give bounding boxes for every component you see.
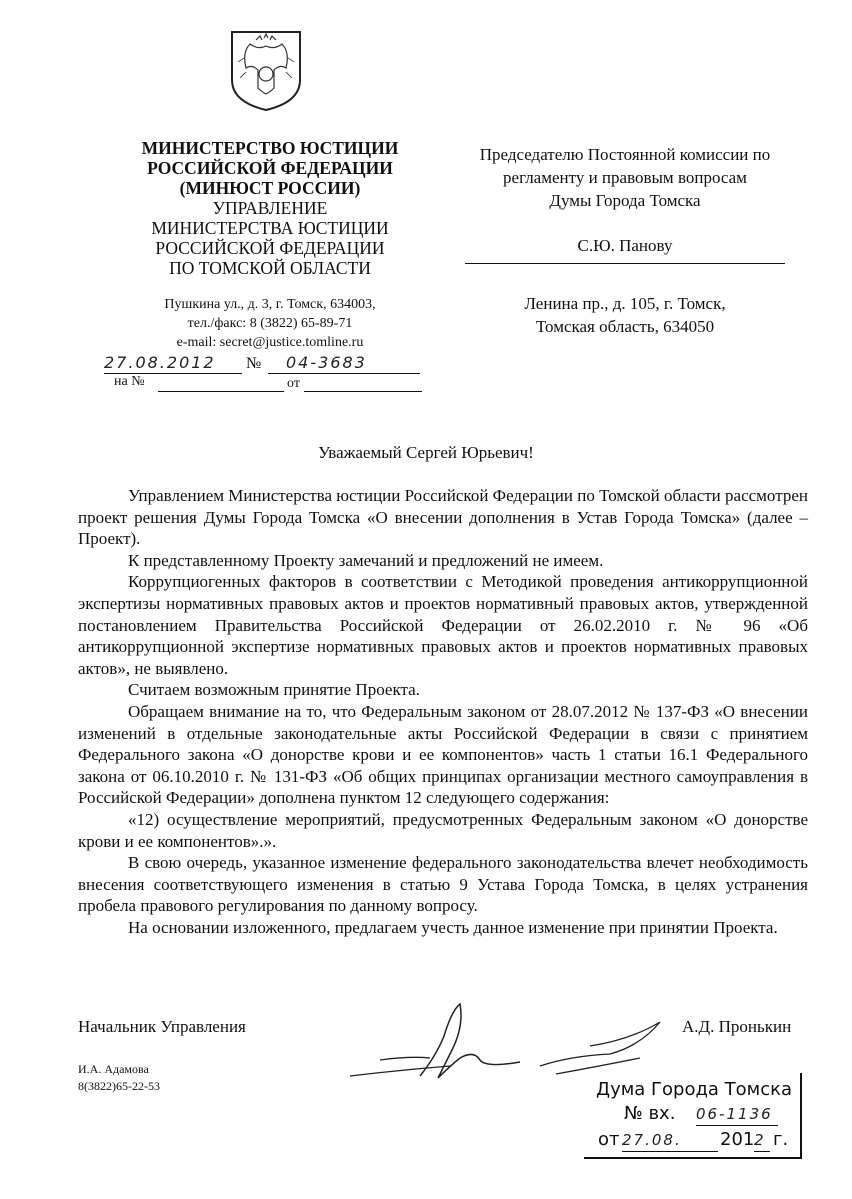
reference-date-label: от — [287, 376, 300, 391]
recipient-divider — [465, 257, 785, 264]
executor-name: И.А. Адамова — [78, 1062, 149, 1076]
outgoing-date-field — [104, 353, 242, 374]
stamp-incoming-number: 06-1136 — [696, 1103, 778, 1126]
sender-ministry-line: РОССИЙСКОЙ ФЕДЕРАЦИИ — [147, 158, 393, 178]
executor-block — [78, 1061, 160, 1095]
recipient-address: Ленина пр., д. 105, г. Томск, — [524, 294, 726, 313]
recipient-position: Председателю Постоянной комиссии по — [479, 145, 771, 164]
recipient-block — [455, 143, 795, 338]
outgoing-number-value: 04-3683 — [286, 353, 367, 372]
recipient-position: Думы Города Томска — [549, 191, 701, 210]
outgoing-date-value: 27.08.2012 — [104, 353, 216, 372]
stamp-year-end: г. — [773, 1129, 789, 1150]
sender-department-line: РОССИЙСКОЙ ФЕДЕРАЦИИ — [155, 238, 385, 258]
stamp-year-suffix: 2 — [754, 1129, 770, 1152]
body-paragraph: Коррупциогенных факторов в соответствии с Методикой проведения антикоррупционной экспертизы нормативных правовых актов и проектов нормативный правовых актов, утвержденной постановлением Правительства Российской Федерации от 26.02.2010 г. № 96 «Об антикоррупционной экспертизе нормативных правовых актов и проектов нормативных правовых актов», не выявлено. — [78, 572, 808, 678]
reference-number-label: на № — [114, 374, 145, 389]
recipient-name: С.Ю. Панову — [577, 236, 673, 255]
executor-phone: 8(3822)65-22-53 — [78, 1079, 160, 1093]
sender-ministry-line: МИНИСТЕРСТВО ЮСТИЦИИ — [141, 138, 399, 158]
coat-of-arms-emblem — [228, 28, 304, 112]
stamp-date-day-month: 27.08. — [622, 1129, 718, 1152]
sender-department-line: ПО ТОМСКОЙ ОБЛАСТИ — [169, 258, 371, 278]
sender-ministry-line: (МИНЮСТ РОССИИ) — [179, 178, 361, 198]
body-paragraph: В свою очередь, указанное изменение федерального законодательства влечет необходимость внесения соответствующего изменения в статью 9 Устава Города Томска, в целях устранения пробела правового регулирования по данному вопросу. — [78, 853, 808, 916]
stamp-date-label: от — [598, 1129, 620, 1150]
stamp-year-prefix: 201 — [720, 1129, 755, 1150]
sender-block — [120, 138, 420, 352]
reference-date-field — [304, 374, 422, 392]
reference-number-field — [158, 374, 284, 392]
recipient-position: регламенту и правовым вопросам — [503, 168, 747, 187]
body-paragraph: «12) осуществление мероприятий, предусмотренных Федеральным законом «О донорстве крови и ее компонентов».». — [78, 809, 808, 851]
outgoing-number-label: № — [246, 355, 262, 372]
greeting: Уважаемый Сергей Юрьевич! — [318, 443, 534, 462]
signature-role: Начальник Управления — [78, 1017, 246, 1036]
sender-email: e-mail: secret@justice.tomline.ru — [176, 335, 364, 350]
signatory-name: А.Д. Пронькин — [682, 1017, 792, 1036]
stamp-organization: Дума Города Томска — [596, 1079, 793, 1100]
sender-address: Пушкина ул., д. 3, г. Томск, 634003, — [164, 297, 376, 312]
incoming-registration-stamp — [584, 1073, 802, 1159]
sender-department-line: МИНИСТЕРСТВА ЮСТИЦИИ — [151, 218, 389, 238]
sender-department-line: УПРАВЛЕНИЕ — [212, 198, 328, 218]
recipient-address: Томская область, 634050 — [535, 317, 715, 336]
body-paragraph: Считаем возможным принятие Проекта. — [128, 680, 420, 700]
sender-phone: тел./факс: 8 (3822) 65-89-71 — [187, 316, 353, 331]
body-paragraph: К представленному Проекту замечаний и предложений не имеем. — [128, 550, 604, 570]
letter-body — [78, 485, 808, 938]
outgoing-number-field — [268, 353, 420, 374]
body-paragraph: На основании изложенного, предлагаем учесть данное изменение при принятии Проекта. — [128, 917, 778, 937]
body-paragraph: Управлением Министерства юстиции Российской Федерации по Томской области рассмотрен проект решения Думы Города Томска «О внесении дополнения в Устав Города Томска» (далее – Проект). — [78, 486, 808, 549]
body-paragraph: Обращаем внимание на то, что Федеральным законом от 28.07.2012 № 137-ФЗ «О внесении изменений в отдельные законодательные акты Российской Федерации в связи с принятием Федерального закона «О донорстве крови и ее компонентов» часть 1 статьи 16.1 Федерального закона от 06.10.2010 г. № 131-ФЗ «Об общих принципах организации местного самоуправления в Российской Федерации» дополнена пунктом 12 следующего содержания: — [78, 701, 808, 808]
stamp-incoming-label: № вх. — [624, 1103, 676, 1124]
